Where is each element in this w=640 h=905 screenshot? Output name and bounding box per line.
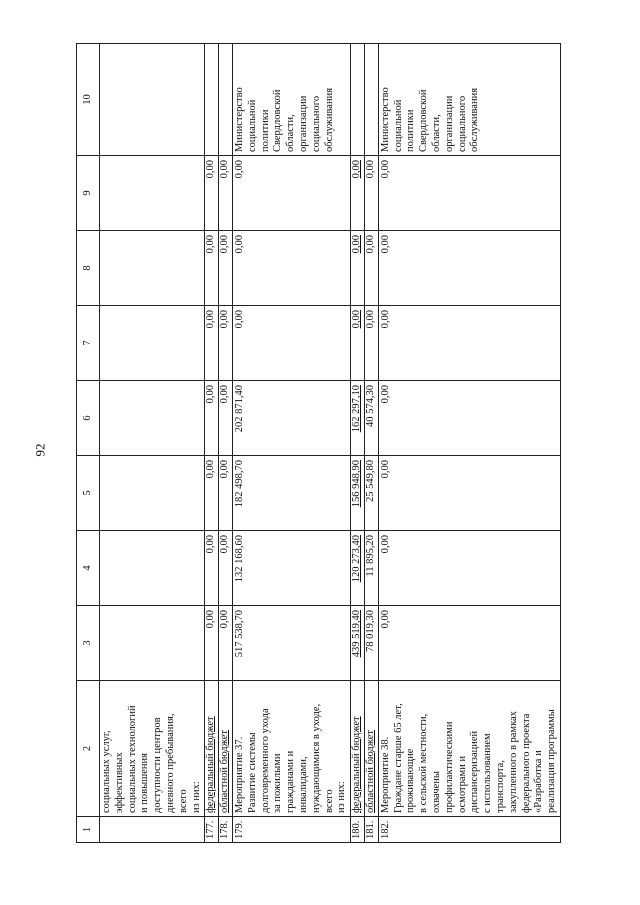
value-cell: 0,00	[364, 306, 378, 381]
header-cell: 6	[77, 381, 100, 456]
value-cell: 0,00	[351, 231, 365, 306]
value-cell: 182 498,70	[232, 456, 350, 531]
value-cell: 0,00	[219, 156, 233, 231]
row-number-cell: 182.	[378, 817, 560, 843]
value-cell: 0,00	[219, 531, 233, 606]
measure-name-cell: Мероприятие 38. Граждане старше 65 лет, проживающие в сельской местности, охвачены профилактическими осмотрами и диспансеризацией с использованием транспорта, закупленного в рамках федерального проекта «Разработка и реализация программы	[378, 681, 560, 817]
value-cell: 0,00	[219, 306, 233, 381]
measure-name-cell: областной бюджет	[219, 681, 233, 817]
value-cell: 0,00	[378, 306, 560, 381]
value-cell: 0,00	[205, 306, 219, 381]
value-cell: 0,00	[232, 156, 350, 231]
header-row	[77, 44, 100, 843]
value-cell: 0,00	[219, 231, 233, 306]
row-number-cell	[100, 817, 205, 843]
table-row	[364, 44, 378, 843]
header-cell: 2	[77, 681, 100, 817]
measure-name-cell: Мероприятие 37. Развитие системы долговременного ухода за пожилыми гражданами и инвалидами, нуждающимися в уходе, всего из них:	[232, 681, 350, 817]
value-cell: 0,00	[378, 606, 560, 681]
table-row	[232, 44, 350, 843]
value-cell: 0,00	[378, 381, 560, 456]
value-cell: 0,00	[232, 306, 350, 381]
measure-name-cell: федеральный бюджет	[205, 681, 219, 817]
executor-cell	[219, 44, 233, 156]
value-cell: 0,00	[219, 381, 233, 456]
header-cell: 7	[77, 306, 100, 381]
value-cell: 0,00	[378, 156, 560, 231]
executor-cell	[205, 44, 219, 156]
table-row	[205, 44, 219, 843]
executor-cell: Министерство социальной политики Свердловской области, организации социального обслуживания	[378, 44, 560, 156]
value-cell: 202 871,40	[232, 381, 350, 456]
continuation-row	[100, 44, 205, 843]
value-cell: 0,00	[364, 156, 378, 231]
value-cell: 25 549,80	[364, 456, 378, 531]
row-number-cell: 181.	[364, 817, 378, 843]
value-cell: 0,00	[205, 231, 219, 306]
table-row	[351, 44, 365, 843]
rotated-table-container	[76, 63, 633, 843]
executor-cell	[351, 44, 365, 156]
value-cell: 40 574,30	[364, 381, 378, 456]
row-number-cell: 177.	[205, 817, 219, 843]
value-cell: 0,00	[219, 456, 233, 531]
value-cell: 11 895,20	[364, 531, 378, 606]
header-cell: 3	[77, 606, 100, 681]
value-cell: 0,00	[378, 231, 560, 306]
header-cell: 9	[77, 156, 100, 231]
value-cell: 156 948,90	[351, 456, 365, 531]
executor-cell	[364, 44, 378, 156]
row-number-cell: 179.	[232, 817, 350, 843]
value-cell: 0,00	[351, 156, 365, 231]
header-cell: 10	[77, 44, 100, 156]
value-cell: 0,00	[364, 231, 378, 306]
header-cell: 8	[77, 231, 100, 306]
value-cell: 0,00	[378, 531, 560, 606]
row-number-cell: 178.	[219, 817, 233, 843]
table-row	[219, 44, 233, 843]
value-cell: 0,00	[205, 606, 219, 681]
value-cell: 78 019,30	[364, 606, 378, 681]
value-cell: 517 538,70	[232, 606, 350, 681]
value-cell: 0,00	[205, 531, 219, 606]
value-cell: 0,00	[219, 606, 233, 681]
value-cell: 132 168,60	[232, 531, 350, 606]
value-cell: 0,00	[378, 456, 560, 531]
header-cell: 1	[77, 817, 100, 843]
header-cell: 4	[77, 531, 100, 606]
table-row	[378, 44, 560, 843]
page-number: 92	[32, 443, 48, 457]
value-cell: 439 519,40	[351, 606, 365, 681]
row-number-cell: 180.	[351, 817, 365, 843]
value-cell: 120 273,40	[351, 531, 365, 606]
measure-name-cell: федеральный бюджет	[351, 681, 365, 817]
executor-cell: Министерство социальной политики Свердловской области, организации социального обслуживания	[232, 44, 350, 156]
value-cell: 162 297,10	[351, 381, 365, 456]
value-cell: 0,00	[351, 306, 365, 381]
value-cell: 0,00	[205, 456, 219, 531]
measure-name-cell: социальных услуг, эффективных социальных технологий и повышения доступности центров дневного пребывания, всего из них:	[100, 681, 205, 817]
value-cell: 0,00	[232, 231, 350, 306]
value-cell: 0,00	[205, 381, 219, 456]
value-cell: 0,00	[205, 156, 219, 231]
measure-name-cell: областной бюджет	[364, 681, 378, 817]
header-cell: 5	[77, 456, 100, 531]
budget-table	[76, 43, 561, 843]
